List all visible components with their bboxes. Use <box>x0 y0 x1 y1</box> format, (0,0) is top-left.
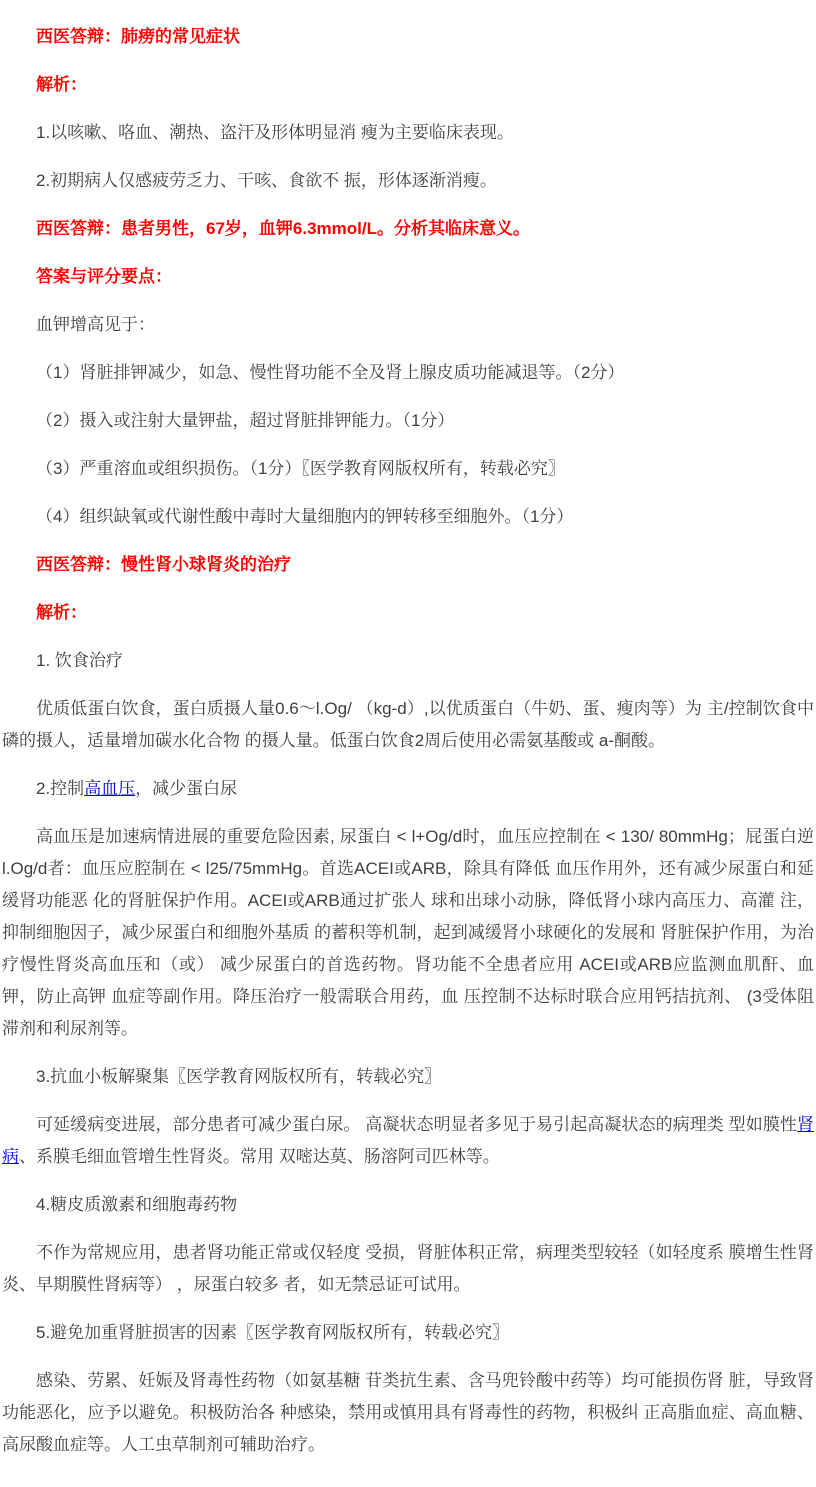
section-heading <box>2 549 814 581</box>
paragraph <box>2 821 814 1045</box>
text-run: 答案与评分要点： <box>36 267 172 286</box>
text-run: 2.初期病人仅感疲劳乏力、干咳、食欲不 振，形体逐渐消瘦。 <box>36 171 497 190</box>
paragraph <box>2 1189 814 1221</box>
paragraph <box>2 1317 814 1349</box>
text-run: （1）肾脏排钾减少，如急、慢性肾功能不全及肾上腺皮质功能减退等。（2分） <box>36 363 625 382</box>
text-run: 可延缓病变进展，部分患者可减少蛋白尿。 高凝状态明显者多见于易引起高凝状态的病理类 型如膜性 <box>36 1115 797 1134</box>
paragraph <box>2 357 814 389</box>
paragraph <box>2 693 814 757</box>
text-run: 西医答辩：肺痨的常见症状 <box>36 27 240 46</box>
text-run: 1.以咳嗽、咯血、潮热、盗汗及形体明显消 瘦为主要临床表现。 <box>36 123 514 142</box>
paragraph <box>2 309 814 341</box>
paragraph <box>2 453 814 485</box>
section-heading <box>2 261 814 293</box>
section-heading <box>2 69 814 101</box>
paragraph <box>2 1365 814 1461</box>
paragraph <box>2 645 814 677</box>
text-run: 血钾增高见于： <box>36 315 155 334</box>
text-run: 西医答辩：患者男性，67岁，血钾6.3mmol/L。分析其临床意义。 <box>36 219 530 238</box>
text-run: ，减少蛋白尿 <box>135 779 238 798</box>
text-run: （2）摄入或注射大量钾盐，超过肾脏排钾能力。（1分） <box>36 411 455 430</box>
link-hypertension[interactable]: 高血压 <box>84 779 136 798</box>
text-run: 西医答辩：慢性肾小球肾炎的治疗 <box>36 555 291 574</box>
text-run: 、系膜毛细血管增生性肾炎。常用 双嘧达莫、肠溶阿司匹林等。 <box>19 1147 500 1166</box>
paragraph <box>2 1061 814 1093</box>
section-heading <box>2 597 814 629</box>
section-heading <box>2 21 814 53</box>
text-run: （3）严重溶血或组织损伤。（1分）〖医学教育网版权所有，转载必究〗 <box>36 459 565 478</box>
text-run: 不作为常规应用，患者肾功能正常或仅轻度 受损，肾脏体积正常，病理类型较轻（如轻度系 膜增生性肾炎、早期膜性肾病等） ，尿蛋白较多 者，如无禁忌证可试用。 <box>2 1243 814 1294</box>
text-run: 感染、劳累、妊娠及肾毒性药物（如氨基糖 苷类抗生素、含马兜铃酸中药等）均可能损伤肾 脏，导致肾功能恶化，应予以避免。积极防治各 种感染，禁用或慎用具有肾毒性的药物，积极纠 正高脂血症、高血糖、高尿酸血症等。人工虫草制剂可辅助治疗。 <box>2 1371 814 1454</box>
paragraph <box>2 501 814 533</box>
paragraph <box>2 773 814 805</box>
text-run: 5.避免加重肾脏损害的因素〖医学教育网版权所有，转载必究〗 <box>36 1323 510 1342</box>
text-run: 解析： <box>36 603 87 622</box>
text-run: 解析： <box>36 75 87 94</box>
section-heading <box>2 213 814 245</box>
text-run: 优质低蛋白饮食，蛋白质摄人量0.6〜l.Og/ （kg-d）,以优质蛋白（牛奶、蛋、瘦肉等）为 主/控制饮食中磷的摄人，适量增加碳水化合物 的摄人量。低蛋白饮食2周后使用必需氨基酸或 a-酮酸。 <box>2 699 814 750</box>
text-run: （4）组织缺氧或代谢性酸中毒时大量细胞内的钾转移至细胞外。（1分） <box>36 507 574 526</box>
text-run: 高血压是加速病情进展的重要危险因素, 尿蛋白 < l+Og/d时，血压应控制在 < 130/ 80mmHg；屁蛋白逆 l.Og/d者：血压应腔制在 < l25/75mmHg。首选ACEI或ARB，除具有降低 血压作用外，还有减少尿蛋白和延缓肾功能恶 化的肾脏保护作用。ACEI或ARB通过扩张人 球和出球小动脉，降低肾小球内高压力、高灌 注，抑制细胞因子，减少尿蛋白和细胞外基质 的蓄积等机制，起到减缓肾小球硬化的发展和 肾脏保护作用，为治疗慢性肾炎高血压和（或） 减少尿蛋白的首选药物。肾功能不全患者应用 ACEI或ARB应监测血肌酐、血钾，防止高钾 血症等副作用。降压治疗一般需联合用药，血 压控制不达标时联合应用钙拮抗剂、 (3受体阻 滞剂和利尿剂等。 <box>2 827 814 1038</box>
paragraph <box>2 165 814 197</box>
link-nephropathy[interactable]: 肾病 <box>2 1115 814 1166</box>
paragraph <box>2 405 814 437</box>
paragraph <box>2 117 814 149</box>
paragraph <box>2 1109 814 1173</box>
text-run: 2.控制 <box>36 779 85 798</box>
text-run: 1. 饮食治疗 <box>36 651 123 670</box>
text-run: 4.糖皮质激素和细胞毒药物 <box>36 1195 238 1214</box>
text-run: 3.抗血小板解聚集〖医学教育网版权所有，转载必究〗 <box>36 1067 442 1086</box>
paragraph <box>2 1237 814 1301</box>
